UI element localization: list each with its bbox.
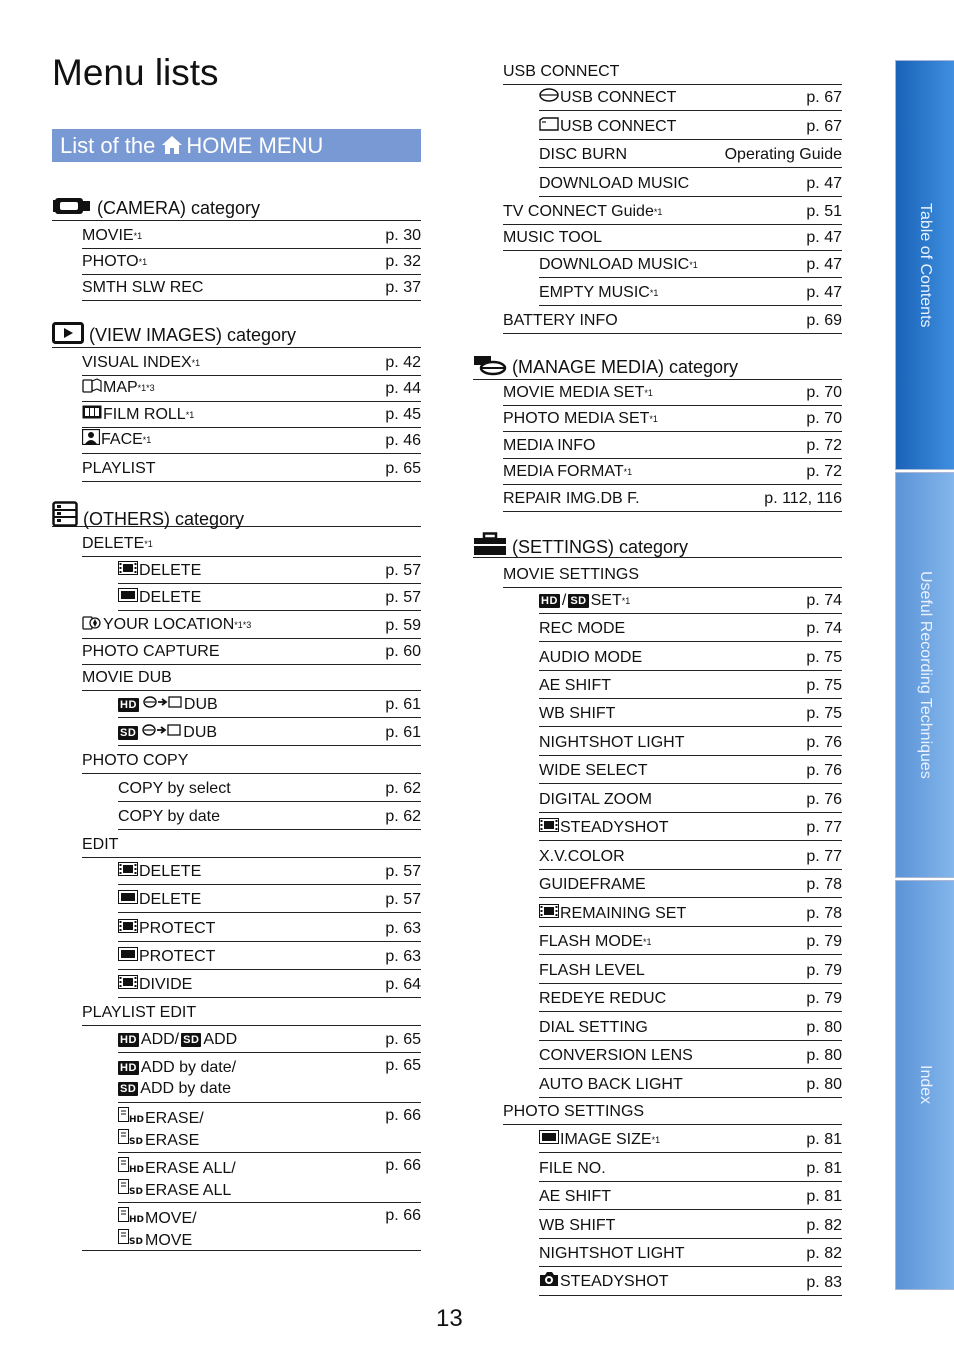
page-ref: p. 65 (385, 1057, 421, 1074)
map-item[interactable]: MAP *1*3 p. 44 (82, 376, 421, 402)
sd-badge-icon: SD (120, 726, 137, 739)
item-label: IMAGE SIZE (560, 1130, 652, 1148)
usb-card-label: USB CONNECT (560, 117, 677, 135)
usb-disc-label: USB CONNECT (560, 88, 677, 106)
your-location-item[interactable]: YOUR LOCATION *1*3 p. 59 (82, 611, 421, 639)
photo-capture-label: PHOTO CAPTURE (82, 643, 220, 660)
media-info-item[interactable] (503, 432, 842, 459)
item-label: FLASH MODE (539, 933, 644, 950)
menu-item[interactable]: IMAGE SIZE *1 p. 81 (539, 1125, 842, 1153)
page-ref: p. 76 (806, 791, 842, 808)
item-label: MAP (103, 378, 138, 396)
item-label: MOVIE (82, 227, 134, 244)
page-ref: p. 79 (806, 990, 842, 1007)
page-ref: p. 66 (385, 1107, 421, 1124)
dub-hd-item[interactable] (118, 691, 421, 718)
menu-item[interactable] (539, 699, 842, 727)
tv-connect-item[interactable]: TV CONNECT Guide *1 p. 51 (503, 197, 842, 225)
photo-settings-label: PHOTO SETTINGS (503, 1103, 645, 1120)
menu-item[interactable]: FLASH MODE *1 p. 79 (539, 927, 842, 955)
film-icon (118, 561, 138, 580)
hd-badge-icon: HD (541, 595, 558, 607)
page-ref: p. 76 (806, 734, 842, 751)
camera-icon (52, 195, 92, 224)
dub-sd-label: DUB (183, 723, 218, 741)
page-ref: p. 78 (806, 905, 842, 922)
item-label: FACE (101, 430, 143, 448)
page-ref: p. 78 (806, 876, 842, 893)
sd-playlist-icon (118, 1229, 144, 1251)
item-label: STEADYSHOT (560, 1272, 669, 1290)
menu-item[interactable] (539, 841, 842, 870)
edit-group[interactable] (82, 830, 421, 858)
page-ref: p. 63 (385, 948, 421, 965)
page-ref: p. 47 (806, 284, 842, 301)
add-date-sd-label: ADD by date (140, 1080, 231, 1097)
protect-photo-label: PROTECT (139, 947, 216, 965)
item-label: REMAINING SET (560, 904, 687, 922)
view-images-category-label: (VIEW IMAGES) category (89, 325, 297, 345)
manage-media-category-label: (MANAGE MEDIA) category (512, 357, 739, 377)
edit-delete-photo-item[interactable] (118, 885, 421, 913)
film-icon (118, 919, 138, 938)
page-ref: p. 60 (385, 643, 421, 660)
menu-item[interactable] (539, 1041, 842, 1069)
page-ref: p. 65 (385, 460, 421, 477)
page-ref: p. 79 (806, 962, 842, 979)
menu-item[interactable] (539, 1182, 842, 1210)
disc-icon (539, 88, 559, 107)
playlist-item[interactable] (82, 454, 421, 482)
home-menu-heading (52, 129, 421, 162)
item-label: FILM ROLL (103, 405, 186, 423)
page-ref: p. 80 (806, 1076, 842, 1093)
dub-hd-label: DUB (183, 695, 218, 713)
item-label: NIGHTSHOT LIGHT (539, 734, 685, 751)
protect-movie-label: PROTECT (139, 919, 216, 937)
download-music-2-label: DOWNLOAD MUSIC (539, 256, 690, 273)
page-ref: p. 32 (385, 253, 421, 270)
item-label: AE SHIFT (539, 1188, 612, 1205)
page-ref: p. 76 (806, 762, 842, 779)
menu-item[interactable] (539, 1210, 842, 1239)
sd-playlist-icon (118, 1179, 144, 1201)
photo-icon (118, 890, 138, 909)
still-camera-icon (539, 1271, 559, 1292)
item-label: REC MODE (539, 620, 626, 637)
movie-dub-group[interactable] (82, 665, 421, 691)
sd-badge-icon: SD (120, 1082, 137, 1095)
page-ref: p. 81 (806, 1188, 842, 1205)
others-category-heading (52, 501, 421, 527)
add-hd-label: ADD/ (140, 1031, 180, 1048)
menu-item[interactable] (539, 870, 842, 898)
erase-hd-label: ERASE/ (145, 1109, 204, 1127)
page-ref: p. 81 (806, 1160, 842, 1177)
svg-text:HD: HD (129, 1165, 144, 1173)
visual-index-item[interactable]: VISUAL INDEX *1 p. 42 (82, 350, 421, 376)
hd-playlist-icon (118, 1157, 144, 1179)
add-sd-label: ADD (203, 1031, 238, 1048)
menu-item[interactable] (539, 756, 842, 784)
music-tool-group[interactable] (503, 225, 842, 251)
sd-badge-icon: SD (570, 595, 587, 607)
tv-connect-label: TV CONNECT Guide (503, 203, 654, 220)
item-label: AUTO BACK LIGHT (539, 1076, 683, 1093)
face-item[interactable]: FACE *1 p. 46 (82, 428, 421, 454)
page-ref: p. 44 (385, 380, 421, 397)
edit-delete-movie-item[interactable] (118, 858, 421, 885)
page-ref: p. 81 (806, 1131, 842, 1148)
empty-music-item[interactable]: EMPTY MUSIC *1 p. 47 (539, 278, 842, 306)
home-icon (161, 131, 183, 164)
hd-playlist-icon (118, 1107, 144, 1129)
your-location-label: YOUR LOCATION (103, 615, 235, 633)
item-label: AE SHIFT (539, 677, 612, 694)
page-ref: p. 66 (385, 1207, 421, 1224)
page-ref: p. 57 (385, 589, 421, 606)
delete-photo-item[interactable] (118, 584, 421, 611)
home-menu-prefix: List of the (60, 133, 156, 158)
sd-badge-icon: SD (183, 1034, 200, 1046)
hd-playlist-icon (118, 1207, 144, 1229)
page-ref: p. 59 (385, 617, 421, 634)
photo-copy-group[interactable] (82, 746, 421, 774)
face-icon (82, 429, 100, 450)
battery-info-item[interactable] (503, 306, 842, 334)
manage-media-icon (473, 354, 507, 383)
page-ref: p. 37 (385, 279, 421, 296)
menu-item[interactable] (539, 1012, 842, 1041)
move-sd-label: MOVE (145, 1231, 193, 1249)
download-music-label: DOWNLOAD MUSIC (539, 175, 690, 192)
movie-settings-label: MOVIE SETTINGS (503, 566, 640, 583)
hd-badge-icon: HD (120, 1061, 137, 1074)
item-label: PHOTO MEDIA SET (503, 410, 650, 427)
page-ref: p. 46 (385, 432, 421, 449)
tab-index[interactable] (895, 880, 954, 1290)
page-ref: p. 74 (806, 592, 842, 609)
page-ref: p. 45 (385, 406, 421, 423)
item-label: FILE NO. (539, 1160, 606, 1177)
item-label: PHOTO (82, 253, 139, 270)
page-ref: p. 75 (806, 649, 842, 666)
copy-by-date-label: COPY by date (118, 808, 220, 825)
item-label: GUIDEFRAME (539, 876, 646, 893)
others-icon (52, 501, 78, 534)
battery-info-label: BATTERY INFO (503, 312, 618, 329)
page-ref: p. 80 (806, 1047, 842, 1064)
page-ref: p. 61 (385, 724, 421, 741)
page-ref: p. 62 (385, 808, 421, 825)
page-ref: p. 77 (806, 819, 842, 836)
svg-text:SD: SD (129, 1237, 143, 1245)
menu-item[interactable] (539, 1069, 842, 1098)
sidebar-tabs (895, 60, 954, 1290)
empty-music-label: EMPTY MUSIC (539, 284, 650, 301)
item-label: AUDIO MODE (539, 649, 643, 666)
page-ref: p. 61 (385, 696, 421, 713)
erase-all-hd-label: ERASE ALL/ (145, 1159, 236, 1177)
movie-item[interactable]: MOVIE *1 p. 30 (82, 223, 421, 249)
menu-item[interactable] (539, 813, 842, 841)
tab-label: Table of Contents (917, 202, 934, 328)
memory-card-icon (539, 117, 559, 136)
page-ref: p. 63 (385, 920, 421, 937)
item-label: WB SHIFT (539, 705, 616, 722)
photo-icon (118, 588, 138, 607)
delete-photo-label: DELETE (139, 588, 202, 606)
erase-all-sd-label: ERASE ALL (145, 1181, 232, 1199)
move-hd-label: MOVE/ (145, 1209, 197, 1227)
item-label: MOVIE MEDIA SET (503, 384, 645, 401)
page-ref: p. 66 (385, 1157, 421, 1174)
item-label: REDEYE REDUC (539, 990, 667, 1007)
edit-delete-movie-label: DELETE (139, 862, 202, 880)
page-ref: p. 83 (806, 1274, 842, 1291)
film-roll-icon (82, 405, 102, 424)
usb-connect-disc-item[interactable] (539, 85, 842, 111)
manage-media-category-heading (473, 354, 842, 380)
photo-copy-label: PHOTO COPY (82, 752, 189, 769)
photo-icon (118, 947, 138, 966)
page-ref: p. 82 (806, 1245, 842, 1262)
edit-delete-photo-label: DELETE (139, 890, 202, 908)
usb-connect-label: USB CONNECT (503, 63, 620, 80)
move-item[interactable] (118, 1203, 421, 1251)
disc-to-card-icon (143, 695, 183, 714)
tab-label: Index (917, 1065, 934, 1105)
playlist-edit-label: PLAYLIST EDIT (82, 1004, 197, 1021)
page-ref: p. 74 (806, 620, 842, 637)
delete-movie-item[interactable] (118, 557, 421, 584)
page-ref: p. 57 (385, 891, 421, 908)
erase-item[interactable] (118, 1103, 421, 1153)
film-icon (539, 904, 559, 923)
tab-label: Useful Recording Techniques (917, 571, 934, 779)
menu-item[interactable] (539, 898, 842, 927)
view-images-category-heading (52, 322, 421, 348)
toolbox-icon (473, 532, 507, 563)
erase-sd-label: ERASE (145, 1131, 200, 1149)
page-ref: p. 62 (385, 780, 421, 797)
disc-burn-label: DISC BURN (539, 146, 628, 163)
svg-text:HD: HD (129, 1215, 144, 1223)
copy-by-select-item[interactable] (118, 774, 421, 802)
divide-label: DIVIDE (139, 975, 193, 993)
page-ref: p. 69 (806, 312, 842, 329)
page-ref: Operating Guide (724, 146, 842, 163)
camera-category-heading (52, 195, 421, 221)
sd-playlist-icon (118, 1129, 144, 1151)
set-label: SET (590, 592, 622, 609)
menu-item[interactable] (539, 955, 842, 984)
usb-connect-group[interactable] (503, 56, 842, 85)
menu-item[interactable] (539, 671, 842, 699)
page-ref: p. 67 (806, 89, 842, 106)
page-ref: p. 75 (806, 705, 842, 722)
view-images-icon (52, 322, 84, 351)
movie-dub-label: MOVIE DUB (82, 669, 172, 686)
download-music-item[interactable] (539, 168, 842, 197)
item-label: STEADYSHOT (560, 818, 669, 836)
page-ref: p. 72 (806, 437, 842, 454)
protect-movie-item[interactable] (118, 913, 421, 942)
add-item[interactable] (118, 1026, 421, 1053)
photo-capture-item[interactable] (82, 639, 421, 665)
page-ref: p. 64 (385, 976, 421, 993)
item-label: DIAL SETTING (539, 1019, 648, 1036)
protect-photo-item[interactable] (118, 942, 421, 970)
movie-media-set-item[interactable]: MOVIE MEDIA SET *1 p. 70 (503, 380, 842, 406)
playlist-edit-group[interactable] (82, 998, 421, 1026)
item-label: CONVERSION LENS (539, 1047, 693, 1064)
item-label: DIGITAL ZOOM (539, 791, 652, 808)
music-tool-label: MUSIC TOOL (503, 229, 602, 246)
location-icon (82, 614, 102, 635)
page-ref: p. 30 (385, 227, 421, 244)
download-music-2-item[interactable]: DOWNLOAD MUSIC *1 p. 47 (539, 251, 842, 278)
repair-img-db-item[interactable] (503, 485, 842, 512)
hd-badge-icon: HD (120, 1034, 137, 1046)
media-format-item[interactable]: MEDIA FORMAT *1 p. 72 (503, 459, 842, 485)
page-ref: p. 51 (806, 203, 842, 220)
svg-text:HD: HD (129, 1115, 144, 1123)
divider (82, 1250, 421, 1251)
divide-item[interactable] (118, 970, 421, 998)
page-ref: p. 57 (385, 562, 421, 579)
item-label: SMTH SLW REC (82, 279, 204, 296)
page-ref: p. 77 (806, 848, 842, 865)
delete-group[interactable]: DELETE *1 (82, 528, 421, 557)
settings-category-heading (473, 532, 842, 558)
page-ref: p. 47 (806, 175, 842, 192)
item-label: MEDIA FORMAT (503, 463, 624, 480)
svg-text:SD: SD (129, 1137, 143, 1145)
settings-category-label: (SETTINGS) category (512, 537, 689, 557)
copy-by-select-label: COPY by select (118, 780, 231, 797)
page-ref: p. 65 (385, 1031, 421, 1048)
page-ref: p. 42 (385, 354, 421, 371)
svg-text:SD: SD (129, 1187, 143, 1195)
page-ref: p. 57 (385, 863, 421, 880)
film-icon (539, 818, 559, 837)
menu-item[interactable] (539, 614, 842, 642)
page-ref: p. 112, 116 (764, 490, 842, 507)
item-label: X.V.COLOR (539, 848, 625, 865)
menu-item[interactable] (539, 784, 842, 813)
add-date-hd-label: ADD by date/ (140, 1059, 237, 1076)
menu-item[interactable] (539, 1239, 842, 1267)
edit-label: EDIT (82, 836, 119, 853)
camera-category-label: (CAMERA) category (97, 198, 261, 218)
erase-all-item[interactable] (118, 1153, 421, 1203)
usb-connect-card-item[interactable] (539, 111, 842, 140)
menu-item[interactable] (539, 727, 842, 756)
map-icon (82, 377, 102, 398)
item-label: WIDE SELECT (539, 762, 648, 779)
page-ref: p. 72 (806, 463, 842, 480)
page-ref: p. 47 (806, 229, 842, 246)
page-ref: p. 82 (806, 1217, 842, 1234)
page-ref: p. 79 (806, 933, 842, 950)
movie-settings-group[interactable] (503, 559, 842, 588)
item-label: FLASH LEVEL (539, 962, 645, 979)
menu-item[interactable] (539, 642, 842, 671)
delete-movie-label: DELETE (139, 561, 202, 579)
page-ref: p. 70 (806, 384, 842, 401)
smth-slw-rec-item[interactable] (82, 275, 421, 301)
home-menu-label: HOME MENU (186, 133, 324, 158)
film-roll-item[interactable]: FILM ROLL *1 p. 45 (82, 402, 421, 428)
others-category-label: (OTHERS) category (83, 509, 245, 529)
page-ref: p. 75 (806, 677, 842, 694)
page-title: Menu lists (52, 52, 219, 93)
menu-item[interactable] (539, 1153, 842, 1182)
disc-burn-item[interactable] (539, 140, 842, 168)
page-ref: p. 80 (806, 1019, 842, 1036)
tab-table-of-contents[interactable] (895, 60, 954, 470)
add-by-date-item[interactable] (118, 1053, 421, 1103)
photo-settings-group[interactable] (503, 1098, 842, 1125)
item-label: MEDIA INFO (503, 437, 596, 454)
photo-icon (539, 1130, 559, 1149)
item-label: PLAYLIST (82, 460, 156, 477)
menu-item[interactable] (539, 1267, 842, 1296)
page-number: 13 (436, 1305, 463, 1332)
film-icon (118, 975, 138, 994)
slash-label: / (561, 592, 567, 609)
page-ref: p. 67 (806, 118, 842, 135)
film-icon (118, 862, 138, 881)
item-label: WB SHIFT (539, 1217, 616, 1234)
copy-by-date-item[interactable] (118, 802, 421, 830)
dub-sd-item[interactable] (118, 718, 421, 746)
hd-badge-icon: HD (120, 698, 137, 711)
item-label: REPAIR IMG.DB F. (503, 490, 640, 507)
disc-to-card-icon (142, 723, 182, 742)
page-ref: p. 47 (806, 256, 842, 273)
hd-sd-set-item[interactable]: HD / SD SET *1 p. 74 (539, 588, 842, 614)
delete-label: DELETE (82, 535, 145, 552)
menu-item[interactable] (539, 984, 842, 1012)
item-label: VISUAL INDEX (82, 354, 192, 371)
tab-useful-recording-techniques[interactable] (895, 472, 954, 878)
photo-media-set-item[interactable]: PHOTO MEDIA SET *1 p. 70 (503, 406, 842, 432)
page-ref: p. 70 (806, 410, 842, 427)
item-label: NIGHTSHOT LIGHT (539, 1245, 685, 1262)
photo-item[interactable]: PHOTO *1 p. 32 (82, 249, 421, 275)
